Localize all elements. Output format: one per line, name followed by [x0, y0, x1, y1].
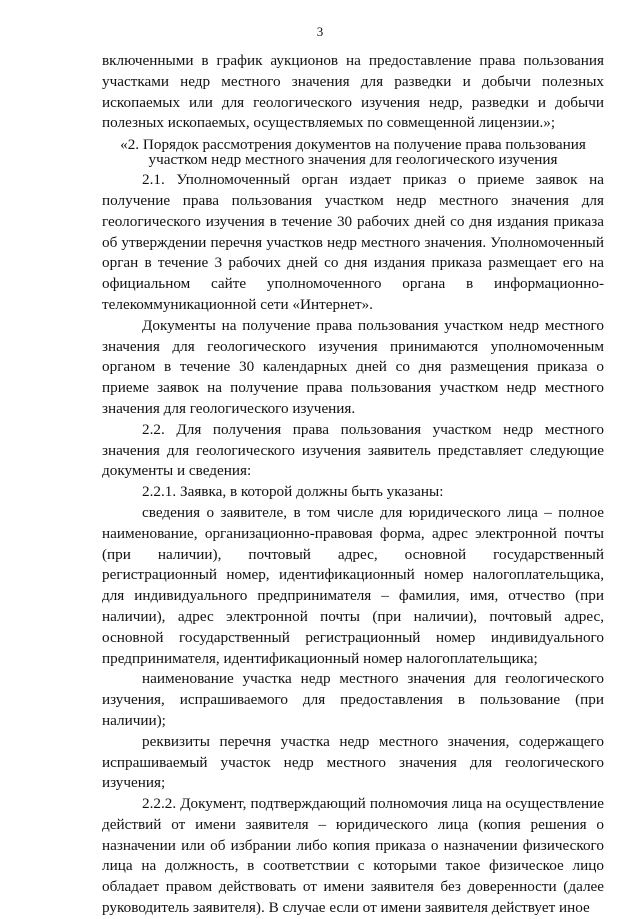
continuation-paragraph: включенными в график аукционов на предоставление права пользования участками недр местного значения для разведки и добычи полезных ископаемых или для геологического изучения недр, разведки и добычи полезных ископаемых, осуществляемых по совмещенной лицензии.»; — [102, 52, 604, 132]
page-number: 3 — [316, 24, 324, 39]
document-body — [102, 51, 604, 919]
paragraph-2-2-1: 2.2.1. Заявка, в которой должны быть указаны: — [142, 483, 444, 501]
paragraph-site-name: наименование участка недр местного значения для геологического изучения, испрашиваемого для предоставления в пользование (при наличии); — [102, 670, 604, 729]
paragraph-2-2: 2.2. Для получения права пользования участком недр местного значения для геологического изучения заявитель представляет следующие документы и сведения: — [102, 420, 604, 480]
paragraph-list-details: реквизиты перечня участка недр местного значения, содержащего испрашиваемый участок недр местного значения для геологического изучения; — [102, 732, 604, 792]
paragraph-2-1: 2.1. Уполномоченный орган издает приказ о приеме заявок на получение права пользования участком недр местного значения для геологического изучения в течение 30 рабочих дней со дня издания приказа об утверждении перечня участков недр местного значения. Уполномоченный орган в течение 3 рабочих дней со дня издания приказа размещает его на официальном сайте уполномоченного органа в информационно-телекоммуникационной сети «Интернет». — [102, 171, 604, 313]
section-heading: «2. Порядок рассмотрения документов на получение права пользования участком недр местного значения для геологического изучения — [120, 136, 586, 169]
paragraph-documents-acceptance: Документы на получение права пользования участком недр местного значения для геологического изучения принимаются уполномоченным органом в течение 30 календарных дней со дня размещения приказа о приеме заявок на получение права пользования участком недр местного значения для геологического изучения. — [102, 316, 604, 417]
paragraph-2-2-2: 2.2.2. Документ, подтверждающий полномочия лица на осуществление действий от имени заявителя – юридического лица (копия решения о назначении или об избрании либо копия приказа о назначении физического лица на должность, в соответствии с которыми такое физическое лицо обладает правом действовать от имени заявителя без доверенности (далее руководитель заявителя). В случае если от имени заявителя действует иное — [102, 795, 604, 917]
paragraph-applicant-info: сведения о заявителе, в том числе для юридического лица – полное наименование, организационно-правовая форма, адрес электронной почты (при наличии), почтовый адрес, основной государственный регистрационный номер, идентификационный номер налогоплательщика, для индивидуального предпринимателя – фамилия, имя, отчество (при наличии), адрес электронной почты (при наличии), почтовый адрес, основной государственный регистрационный номер индивидуального предпринимателя, идентификационный номер налогоплательщика; — [102, 503, 604, 667]
